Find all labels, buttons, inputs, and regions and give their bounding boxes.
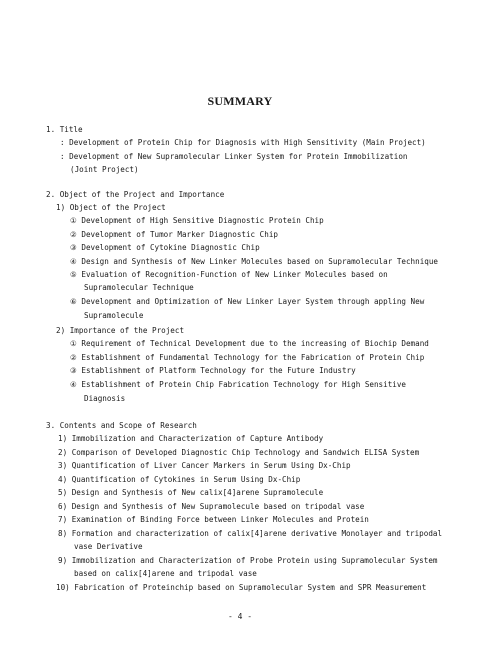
importance-item-4: ④ Establishment of Protein Chip Fabrication Technology for High Sensitive (70, 380, 406, 389)
content-item-6: 6) Design and Synthesis of New Supramolecule based on tripodal vase (58, 502, 365, 511)
importance-subheading: 2) Importance of the Project (56, 326, 185, 335)
object-item-4: ④ Design and Synthesis of New Linker Molecules based on Supramolecular Technique (70, 257, 438, 266)
object-item-3: ③ Development of Cytokine Diagnostic Chip (70, 243, 260, 252)
importance-item-1: ① Requirement of Technical Development due to the increasing of Biochip Demand (70, 339, 429, 348)
page-number: - 4 - (227, 612, 253, 621)
object-subheading: 1) Object of the Project (56, 203, 166, 212)
page-title: SUMMARY (207, 94, 273, 108)
object-item-5: ⑤ Evaluation of Recognition-Function of New Linker Molecules based on (70, 270, 388, 279)
importance-item-3: ③ Establishment of Platform Technology for the Future Industry (70, 366, 356, 375)
section-1-heading: 1. Title (46, 125, 83, 134)
object-item-2: ② Development of Tumor Marker Diagnostic Chip (70, 230, 278, 239)
object-item-5-cont: Supramolecular Technique (84, 283, 194, 292)
content-item-7: 7) Examination of Binding Force between Linker Molecules and Protein (58, 515, 369, 524)
section-3-heading: 3. Contents and Scope of Research (46, 421, 197, 430)
importance-item-4-cont: Diagnosis (84, 394, 126, 403)
title-main-project: : Development of Protein Chip for Diagnosis with High Sensitivity (Main Project) (60, 138, 426, 147)
content-item-10: 10) Fabrication of Proteinchip based on Supramolecular System and SPR Measurement (56, 583, 427, 592)
importance-item-2: ② Establishment of Fundamental Technology for the Fabrication of Protein Chip (70, 353, 425, 362)
object-item-1: ① Development of High Sensitive Diagnostic Protein Chip (70, 216, 324, 225)
content-item-8-cont: vase Derivative (74, 542, 143, 551)
object-item-6-cont: Supramolecule (84, 311, 144, 320)
content-item-9: 9) Immobilization and Characterization of Probe Protein using Supramolecular System (58, 556, 438, 565)
content-item-5: 5) Design and Synthesis of New calix[4]arene Supramolecule (58, 488, 324, 497)
title-joint-project-cont: (Joint Project) (70, 165, 139, 174)
content-item-8: 8) Formation and characterization of calix[4]arene derivative Monolayer and tripodal (58, 529, 443, 538)
content-item-2: 2) Comparison of Developed Diagnostic Chip Technology and Sandwich ELISA System (58, 448, 420, 457)
content-item-9-cont: based on calix[4]arene and tripodal vase (74, 569, 257, 578)
title-joint-project: : Development of New Supramolecular Linker System for Protein Immobilization (60, 152, 408, 161)
section-2-heading: 2. Object of the Project and Importance (46, 190, 225, 199)
content-item-3: 3) Quantification of Liver Cancer Markers in Serum Using Dx-Chip (58, 461, 351, 470)
content-item-1: 1) Immobilization and Characterization of Capture Antibody (58, 434, 324, 443)
content-item-4: 4) Quantification of Cytokines in Serum Using Dx-Chip (58, 475, 301, 484)
object-item-6: ⑥ Development and Optimization of New Linker Layer System through appling New (70, 297, 425, 306)
